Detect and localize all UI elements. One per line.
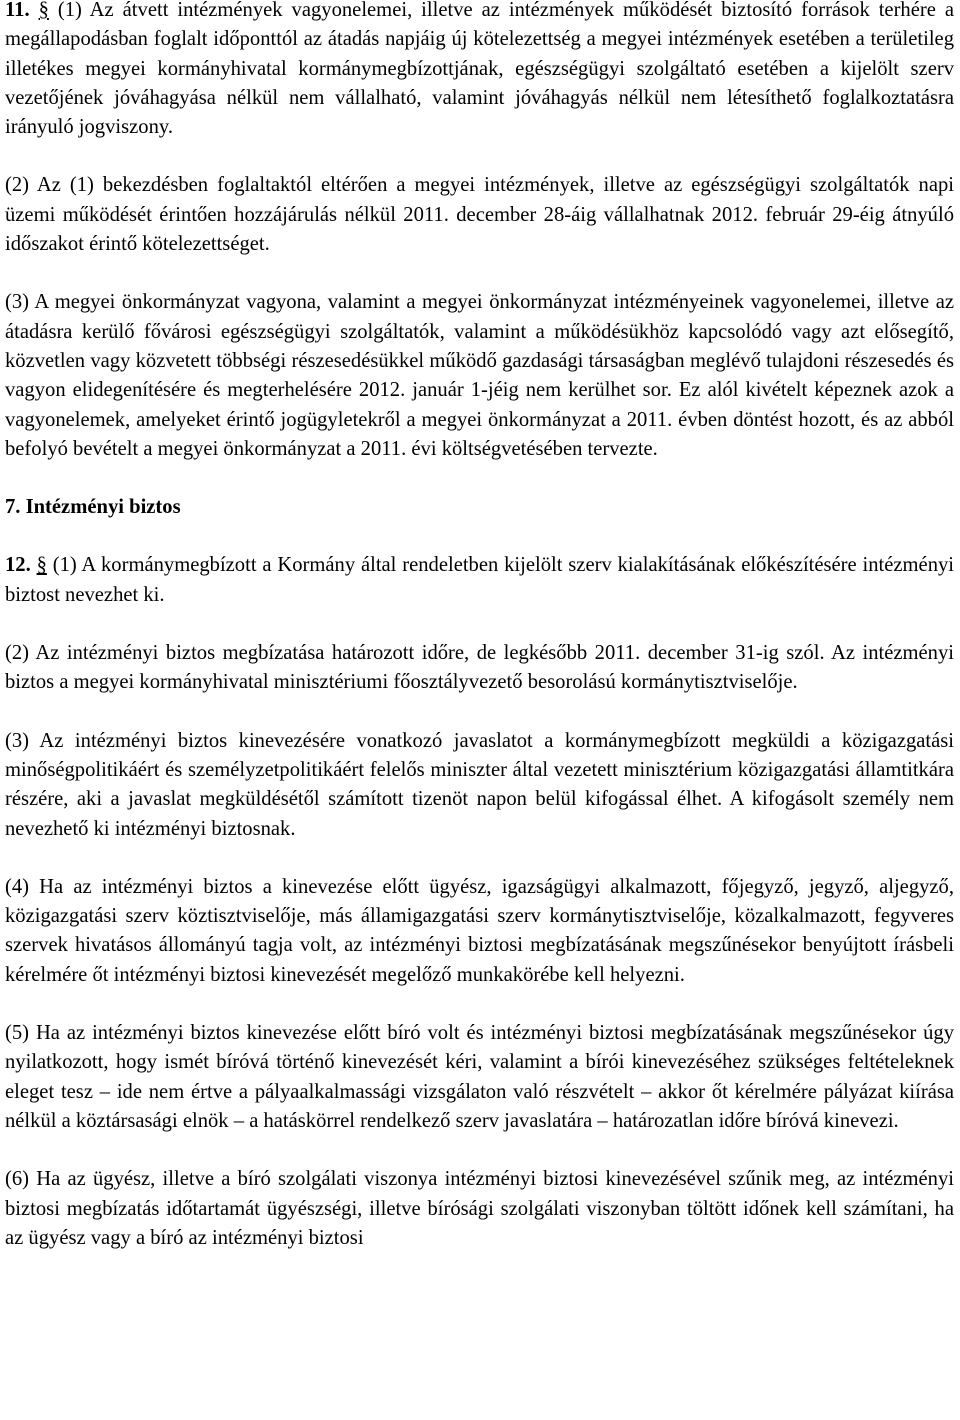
section-12-number: 12. [5, 554, 31, 577]
section-12-mark-link[interactable]: § [36, 554, 47, 577]
section-12-paragraph-4: (4) Ha az intézményi biztos a kinevezése előtt ügyész, igazságügyi alkalmazott, főjegyző, jegyző, aljegyző, közigazgatási szerv köztisztviselője, más államigazgatási szerv kormánytisztviselője, közalkalmazott, fegyveres szervek hivatásos állományú tagja volt, az intézményi biztosi megbízatásának megszűnésekor benyújtott írásbeli kérelmére őt intézményi biztosi kinevezését megelőző munkakörébe kell helyezni. [5, 875, 954, 986]
section-12-paragraph-5: (5) Ha az intézményi biztos kinevezése előtt bíró volt és intézményi biztosi megbízatásának megszűnésekor úgy nyilatkozott, hogy ismét bíróvá történő kinevezését kéri, valamint a bírói kinevezéséhez szükséges feltételeknek eleget tesz – ide nem értve a pályaalkalmassági vizsgálaton való részvételt – akkor őt kérelmére pályázat kiírása nélkül a köztársasági elnök – a hatáskörrel rendelkező szerv javaslatára – határozatlan időre bíróvá kinevezi. [5, 1022, 954, 1132]
section-12-paragraph-6: (6) Ha az ügyész, illetve a bíró szolgálati viszonya intézményi biztosi kinevezésével szűnik meg, az intézményi biztosi megbízatás időtartamát ügyészségi, illetve bírósági szolgálati viszonyban töltött időnek kell számítani, ha az ügyész vagy a bíró az intézményi biztosi [5, 1168, 954, 1249]
section-12-paragraph-1-text: (1) A kormánymegbízott a Kormány által rendeletben kijelölt szerv kialakításának előkészítésére intézményi biztost nevezhet ki. [5, 554, 955, 606]
chapter-7-heading: 7. Intézményi biztos [5, 496, 181, 519]
section-11-paragraph-3: (3) A megyei önkormányzat vagyona, valamint a megyei önkormányzat intézményeinek vagyonelemei, illetve az átadásra kerülő fővárosi egészségügyi szolgáltatók, valamint a működésükhöz kapcsolódó vagy azt elősegítő, közvetlen vagy közvetett többségi részesedésükkel működő gazdasági társaságban meglévő tulajdoni részesedés és vagyon elidegenítésére és megterhelésére 2012. január 1-jéig nem kerülhet sor. Ez alól kivételt képeznek azok a vagyonelemek, amelyeket érintő jogügyletekről a megyei önkormányzat a 2011. évben döntést hozott, és az abból befolyó bevételt a megyei önkormányzat a 2011. évi költségvetésében tervezte. [5, 291, 954, 460]
section-12-paragraph-2: (2) Az intézményi biztos megbízatása határozott időre, de legkésőbb 2011. december 31-ig szól. Az intézményi biztos a megyei kormányhivatal minisztériumi főosztályvezető besorolású kormánytisztviselője. [5, 642, 954, 694]
section-11-paragraph-1-text: (1) Az átvett intézmények vagyonelemei, illetve az intézmények működését biztosító források terhére a megállapodásban foglalt időponttól az átadás napjáig új kötelezettség a megyei intézmények esetében a területileg illetékes megyei kormányhivatal kormánymegbízottjának, egészségügyi szolgáltató esetében a kijelölt szerv vezetőjének jóváhagyása nélkül nem vállalható, valamint jóváhagyás nélkül nem létesíthető foglalkoztatásra irányuló jogviszony. [5, 0, 954, 139]
section-12-paragraph-3: (3) Az intézményi biztos kinevezésére vonatkozó javaslatot a kormánymegbízott megküldi a közigazgatási minőségpolitikáért és személyzetpolitikáért felelős miniszter által vezetett minisztérium közigazgatási államtitkára részére, aki a javaslat megküldésétől számított tizenöt napon belül kifogással élhet. A kifogásolt személy nem nevezhető ki intézményi biztosnak. [5, 729, 954, 840]
section-12-paragraph-1 [5, 551, 954, 610]
section-11-mark-link[interactable]: § [38, 0, 49, 21]
section-11-paragraph-1 [5, 0, 954, 142]
section-11-number: 11. [5, 0, 30, 21]
section-11-paragraph-2: (2) Az (1) bekezdésben foglaltaktól eltérően a megyei intézmények, illetve az egészségügyi szolgáltatók napi üzemi működését érintően hozzájárulás nélkül 2011. december 28-áig vállalhatnak 2012. február 29-éig átnyúló időszakot érintő kötelezettséget. [5, 174, 954, 256]
